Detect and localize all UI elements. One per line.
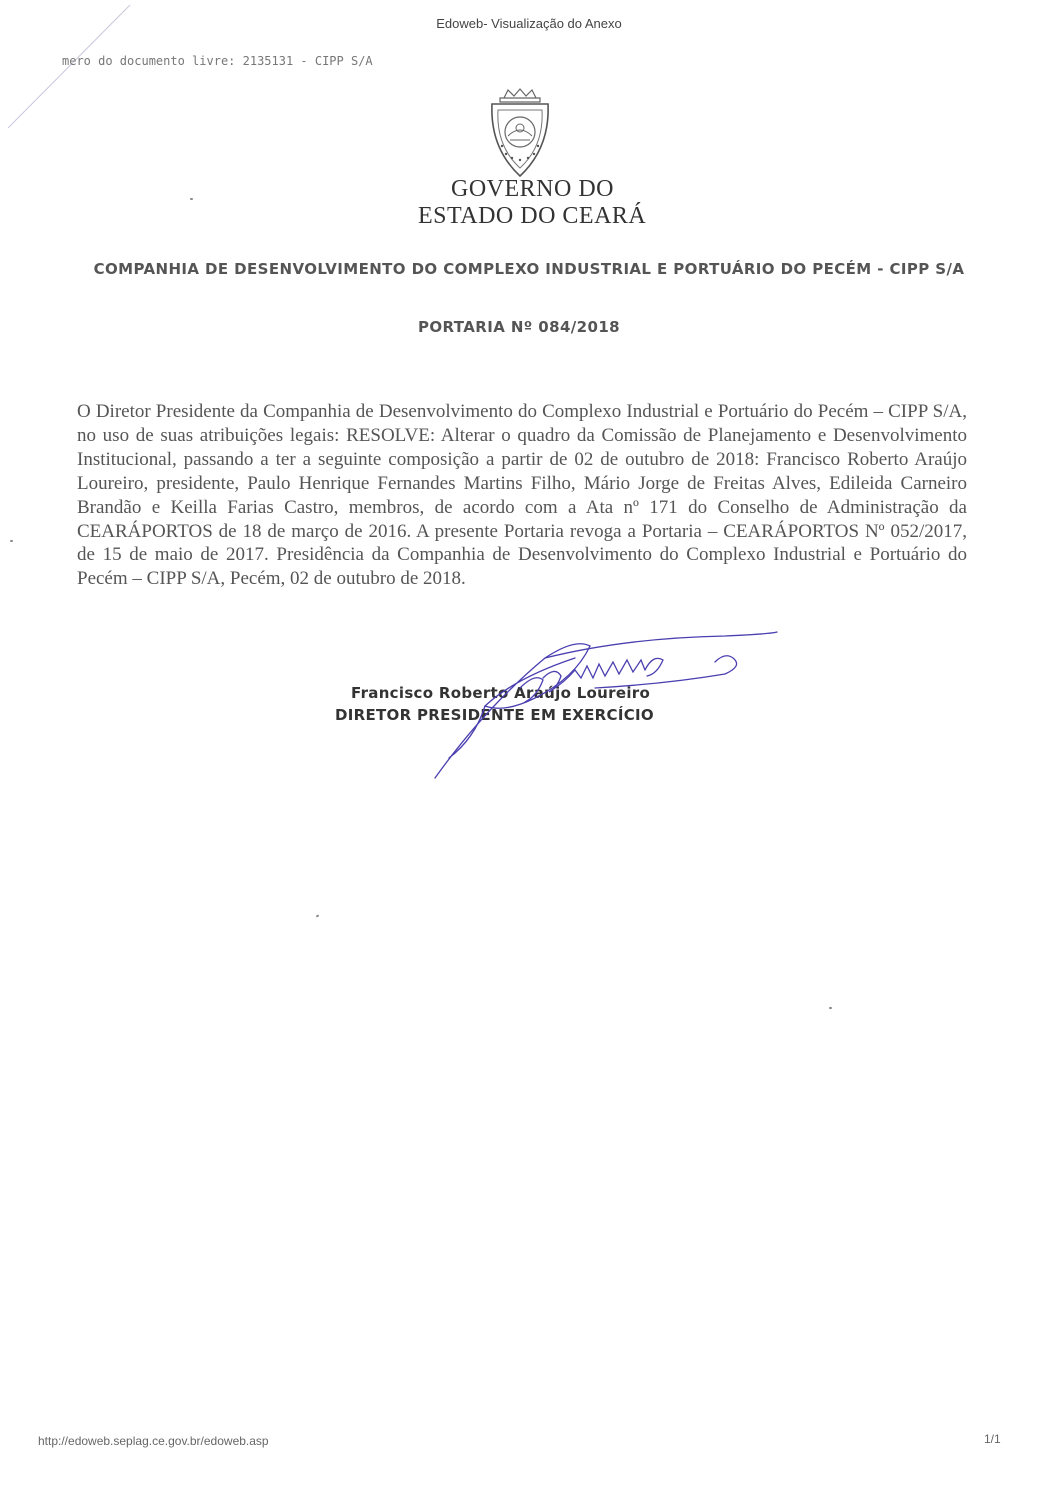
company-name: COMPANHIA DE DESENVOLVIMENTO DO COMPLEXO INDUSTRIAL E PORTUÁRIO DO PECÉM - CIPP S/A <box>93 260 965 278</box>
scan-speck <box>190 198 193 200</box>
scan-speck <box>316 914 320 917</box>
document-number: mero do documento livre: 2135131 - CIPP S/A <box>62 54 373 68</box>
page-header: Edoweb- Visualização do Anexo <box>436 16 622 31</box>
handwritten-signature <box>425 618 785 788</box>
government-line-1: GOVERNO DO <box>451 176 614 202</box>
scan-speck <box>829 1007 832 1009</box>
portaria-title: PORTARIA Nº 084/2018 <box>417 318 621 336</box>
signatory-title: DIRETOR PRESIDENTE EM EXERCÍCIO <box>335 706 654 724</box>
portaria-body: O Diretor Presidente da Companhia de Desenvolvimento do Complexo Industrial e Portuário do Pecém – CIPP S/A, no uso de suas atribuições legais: RESOLVE: Alterar o quadro da Comissão de Planejamento e Desenvolvimento Institucional, passando a ter a seguinte composição a partir de 02 de outubro de 2018: Francisco Roberto Araújo Loureiro, presidente, Paulo Henrique Fernandes Martins Filho, Mário Jorge de Freitas Alves, Edileida Carneiro Brandão e Keilla Farias Castro, membros, de acordo com a Ata nº 171 do Conselho de Administração da CEARÁPORTOS de 18 de março de 2016. A presente Portaria revoga a Portaria – CEARÁPORTOS Nº 052/2017, de 15 de maio de 2017. Presidência da Companhia de Desenvolvimento do Complexo Industrial e Portuário do Pecém – CIPP S/A, Pecém, 02 de outubro de 2018. <box>77 401 967 590</box>
government-line-2: ESTADO DO CEARÁ <box>418 203 647 229</box>
signatory-name: Francisco Roberto Araújo Loureiro <box>351 684 651 702</box>
ceara-coat-of-arms-icon <box>480 88 560 184</box>
footer-url: http://edoweb.seplag.ce.gov.br/edoweb.asp <box>38 1434 269 1448</box>
scan-speck <box>10 540 13 542</box>
footer-page-number: 1/1 <box>984 1432 1001 1446</box>
scan-artifact-line <box>0 0 160 140</box>
